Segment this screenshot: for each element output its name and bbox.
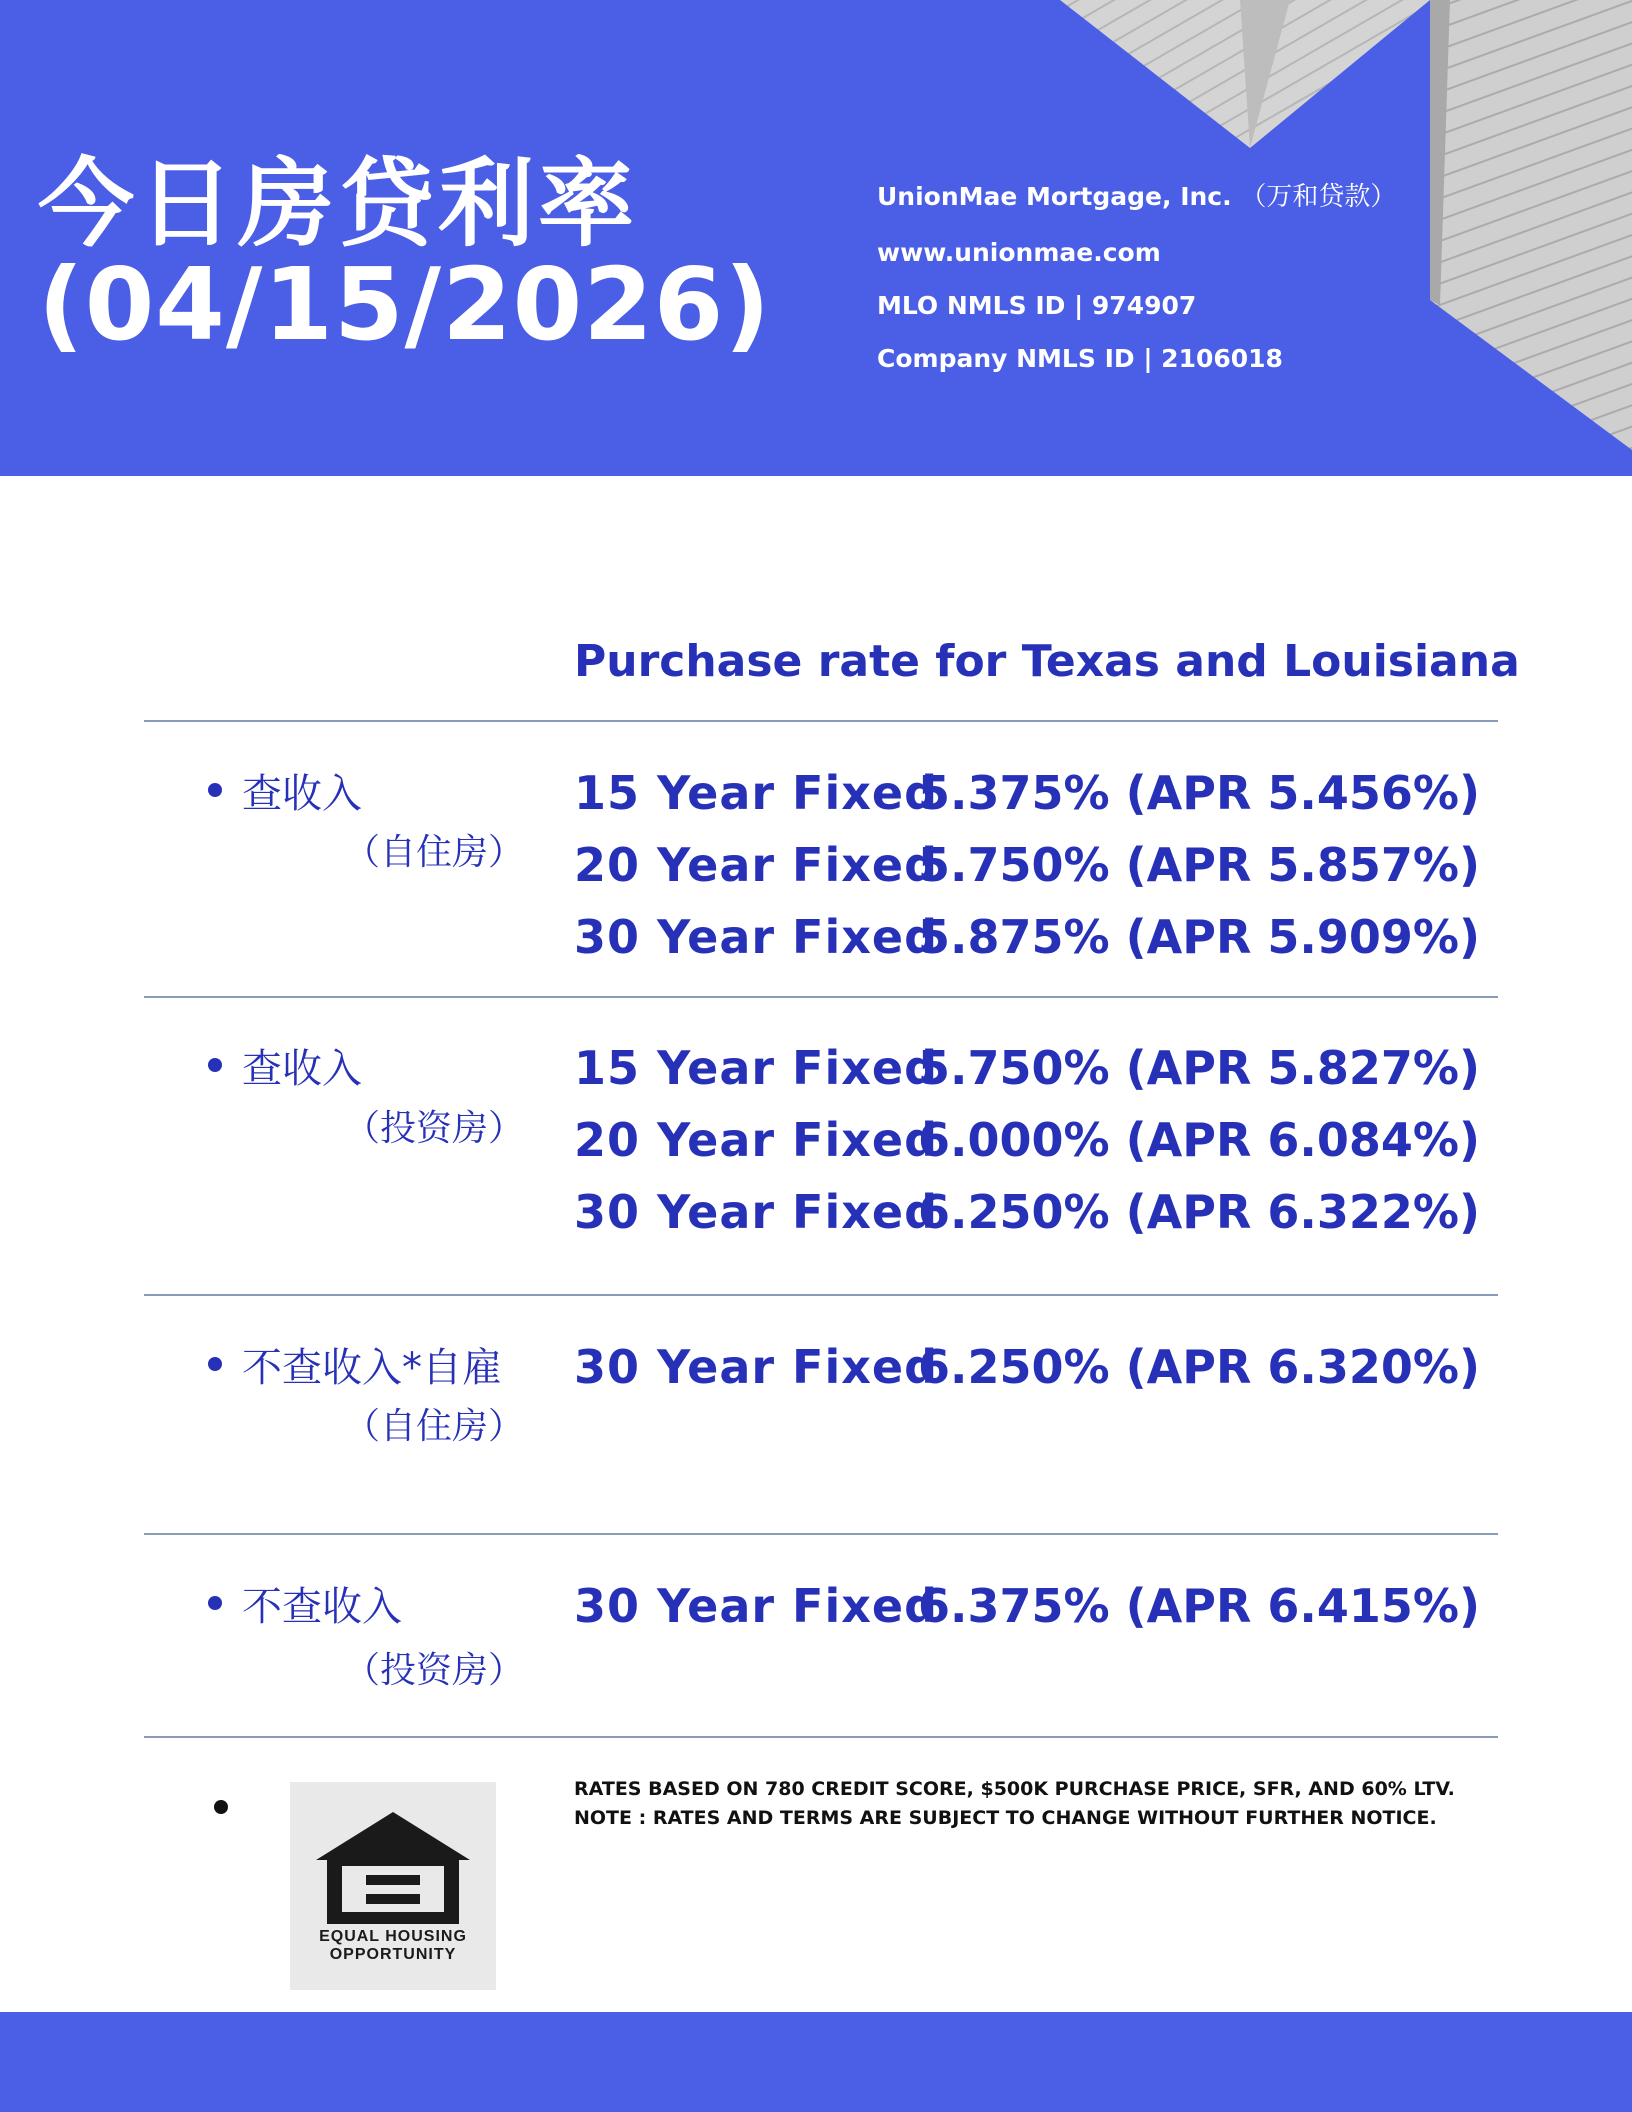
rate-category [208,762,362,819]
divider [144,1294,1498,1296]
company-name-chinese: （万和贷款） [1240,182,1397,212]
category-subtitle: （自住房） [343,1406,524,1447]
disclaimer-line: NOTE : RATES AND TERMS ARE SUBJECT TO CHANGE WITHOUT FURTHER NOTICE. [574,1807,1437,1829]
rate-value: 5.750% (APR 5.827%) [918,1041,1480,1095]
category-label: 查收入 [242,1046,362,1092]
category-label: 不查收入 [242,1584,402,1630]
rate-value: 5.875% (APR 5.909%) [918,910,1480,964]
loan-term: 30 Year Fixed [574,1579,939,1633]
header-banner [0,0,1632,476]
rate-category [208,1575,402,1632]
company-nmls-id: Company NMLS ID | 2106018 [877,344,1283,373]
rate-value: 6.250% (APR 6.322%) [918,1185,1480,1239]
loan-term: 15 Year Fixed [574,1041,939,1095]
category-subtitle: （投资房） [343,1108,524,1149]
company-name: UnionMae Mortgage, Inc. [877,182,1232,211]
rate-value: 6.000% (APR 6.084%) [918,1113,1480,1167]
category-subtitle: （自住房） [343,832,524,873]
page-title-date: (04/15/2026) [38,246,772,363]
divider [144,1736,1498,1738]
disclaimer-line: RATES BASED ON 780 CREDIT SCORE, $500K PURCHASE PRICE, SFR, AND 60% LTV. [574,1778,1455,1800]
divider [144,720,1498,722]
loan-term: 20 Year Fixed [574,1113,939,1167]
category-label: 查收入 [242,771,362,817]
category-label: 不查收入*自雇 [242,1345,502,1391]
category-subtitle: （投资房） [343,1650,524,1691]
rate-category [208,1037,362,1094]
bullet-icon [208,1058,222,1072]
rate-category [208,1336,502,1393]
company-name-line [877,176,1396,213]
bullet-icon [214,1800,228,1814]
rate-value: 5.750% (APR 5.857%) [918,838,1480,892]
bullet-icon [208,1596,222,1610]
equal-housing-logo [290,1782,496,1990]
loan-term: 15 Year Fixed [574,766,939,820]
bullet-icon [208,783,222,797]
divider [144,1533,1498,1535]
footer-band [0,2012,1632,2112]
divider [144,996,1498,998]
page-title-chinese: 今日房贷利率 [38,148,638,260]
bullet-icon [208,1357,222,1371]
loan-term: 30 Year Fixed [574,910,939,964]
rate-value: 5.375% (APR 5.456%) [918,766,1480,820]
section-title: Purchase rate for Texas and Louisiana [574,636,1520,687]
rate-value: 6.250% (APR 6.320%) [918,1340,1480,1394]
loan-term: 20 Year Fixed [574,838,939,892]
equal-housing-line2: OPPORTUNITY [329,1946,457,1963]
loan-term: 30 Year Fixed [574,1340,939,1394]
mlo-nmls-id: MLO NMLS ID | 974907 [877,291,1197,320]
loan-term: 30 Year Fixed [574,1185,939,1239]
equal-housing-line1: EQUAL HOUSING [319,1928,467,1945]
rate-value: 6.375% (APR 6.415%) [918,1579,1480,1633]
company-website[interactable]: www.unionmae.com [877,238,1161,267]
